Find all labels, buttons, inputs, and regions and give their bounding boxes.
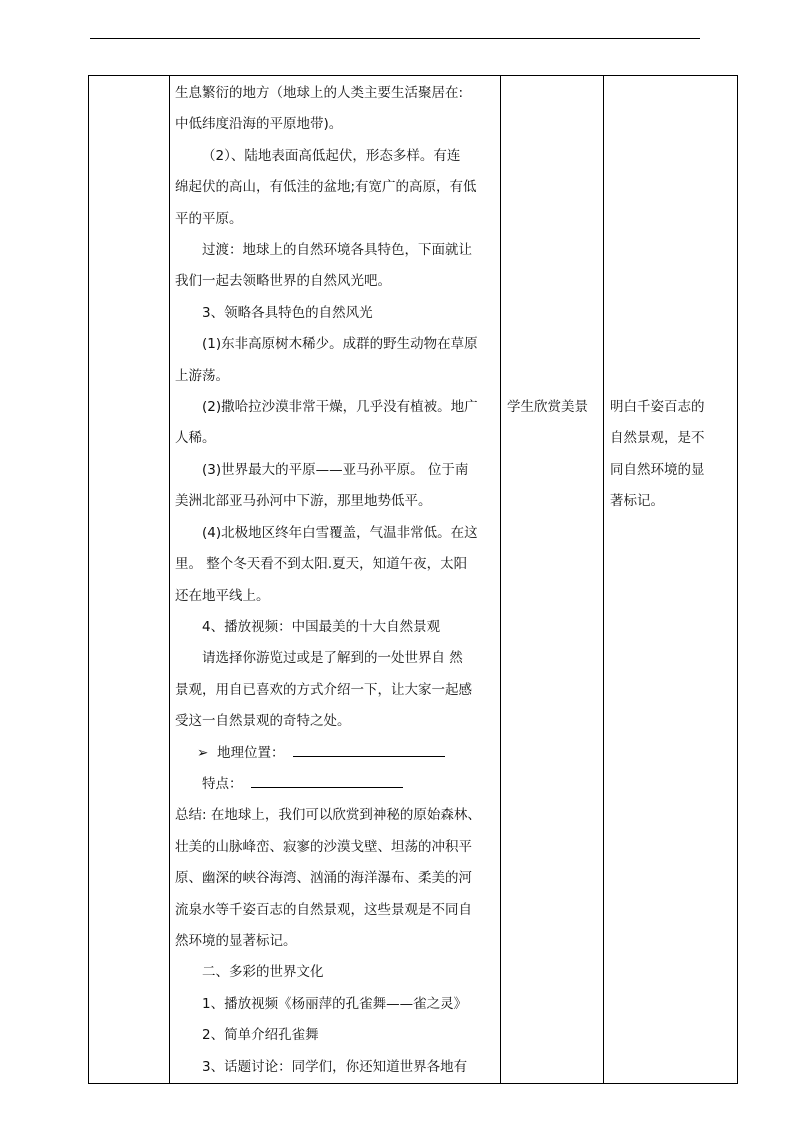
content-line: 人稀。 (175, 430, 216, 447)
design-intent-cell (604, 76, 738, 1084)
content-line: 壮美的山脉峰峦、寂寥的沙漠戈壁、坦荡的冲积平 (175, 838, 472, 855)
stage-column-cell (89, 76, 170, 1084)
content-line: 二、多彩的世界文化 (202, 964, 324, 981)
design-intent-line: 著标记。 (610, 493, 664, 510)
location-fill-line (175, 738, 497, 769)
content-line: 景观，用自已喜欢的方式介绍一下，让大家一起感 (175, 681, 472, 698)
feature-blank (251, 786, 403, 788)
content-line: 2、简单介绍孔雀舞 (202, 1027, 319, 1044)
content-line: 3、话题讨论：同学们，你还知道世界各地有 (202, 1058, 468, 1075)
teaching-content-cell (170, 76, 501, 1084)
location-blank (293, 755, 445, 757)
design-intent-line: 自然景观，是不 (610, 430, 705, 447)
table-row (89, 76, 738, 1084)
content-line: 过渡：地球上的自然环境各具特色，下面就让 (202, 242, 472, 259)
content-line: 然环境的显著标记。 (175, 932, 297, 949)
content-line: 3、领略各具特色的自然风光 (202, 304, 373, 321)
content-line: (1)东非高原树木稀少。成群的野生动物在草原 (202, 336, 478, 353)
content-line: 生息繁衍的地方（地球上的人类主要生活聚居在: (175, 85, 464, 101)
content-line: 总结: 在地球上，我们可以欣赏到神秘的原始森林、 (175, 807, 481, 824)
header-rule (90, 38, 700, 39)
content-line: 受这一自然景观的奇特之处。 (175, 713, 351, 730)
content-line: 4、播放视频：中国最美的十大自然景观 (202, 618, 441, 635)
content-line: (4)北极地区终年白雪覆盖，气温非常低。在这 (202, 524, 478, 541)
student-activity-text: 学生欣赏美景 (507, 399, 588, 415)
content-line: 原、幽深的峡谷海湾、汹涌的海洋瀑布、柔美的河 (175, 870, 472, 887)
content-line: 1、播放视频《杨丽萍的孔雀舞——雀之灵》 (202, 995, 468, 1012)
content-line: 请选择你游览过或是了解到的一处世界自 然 (202, 650, 463, 667)
student-activity-cell (501, 76, 604, 1084)
content-line: 上游荡。 (175, 367, 229, 384)
design-intent-line: 同自然环境的显 (610, 461, 705, 478)
content-line: 绵起伏的高山，有低洼的盆地;有宽广的高原，有低 (175, 179, 477, 196)
design-intent-line: 明白千姿百志的 (610, 399, 705, 415)
content-line: 美洲北部亚马孙河中下游，那里地势低平。 (175, 493, 432, 510)
content-line: 流泉水等千姿百志的自然景观，这些景观是不同自 (175, 901, 472, 918)
content-line: 我们一起去领略世界的自然风光吧。 (175, 273, 391, 290)
content-line: （2）、陆地表面高低起伏，形态多样。有连 (202, 147, 461, 164)
content-line: 平的平原。 (175, 210, 243, 227)
content-line: (2)撒哈拉沙漠非常干燥，几乎没有植被。地广 (202, 399, 478, 416)
feature-label: 特点： (202, 775, 243, 792)
content-line: (3)世界最大的平原——亚马孙平原。 位于南 (202, 461, 469, 478)
arrow-bullet-icon: ➢ (197, 744, 209, 761)
content-line: 中低纬度沿海的平原地带)。 (175, 116, 343, 133)
lesson-plan-table (88, 75, 738, 1084)
content-line: 还在地平线上。 (175, 587, 270, 604)
content-line: 里。 整个冬天看不到太阳.夏天，知道午夜，太阳 (175, 556, 468, 573)
location-label: 地理位置： (217, 744, 285, 761)
feature-fill-line (175, 769, 497, 800)
